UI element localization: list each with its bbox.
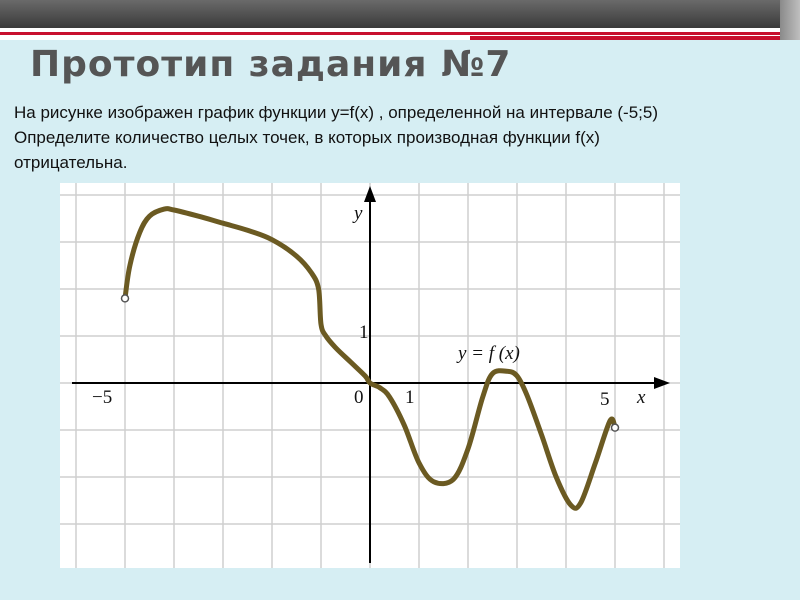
open-endpoint-left [122,295,129,302]
origin-label: 0 [354,387,364,408]
accent-stripe-short [470,36,800,40]
tick-label-y-1: 1 [359,322,369,343]
function-graph [60,183,680,568]
top-bar [0,0,800,28]
corner-decoration [780,0,800,40]
tick-label-x-5: 5 [600,389,610,410]
accent-stripe [0,32,800,35]
tick-label-x-1: 1 [405,387,415,408]
problem-line: Определите количество целых точек, в которых производная функции f(x) [14,128,600,147]
problem-text [14,100,784,175]
slide-title: Прототип задания №7 [30,44,512,85]
y-axis-label: y [354,203,363,224]
problem-line: отрицательна. [14,153,128,172]
function-label: y = f (x) [458,343,520,364]
x-axis-label: x [637,387,646,408]
graph-svg [60,183,680,568]
open-endpoint-right [612,424,619,431]
tick-label-x-minus-5: −5 [92,387,113,408]
problem-line: На рисунке изображен график функции y=f(x) , определенной на интервале (-5;5) [14,103,658,122]
